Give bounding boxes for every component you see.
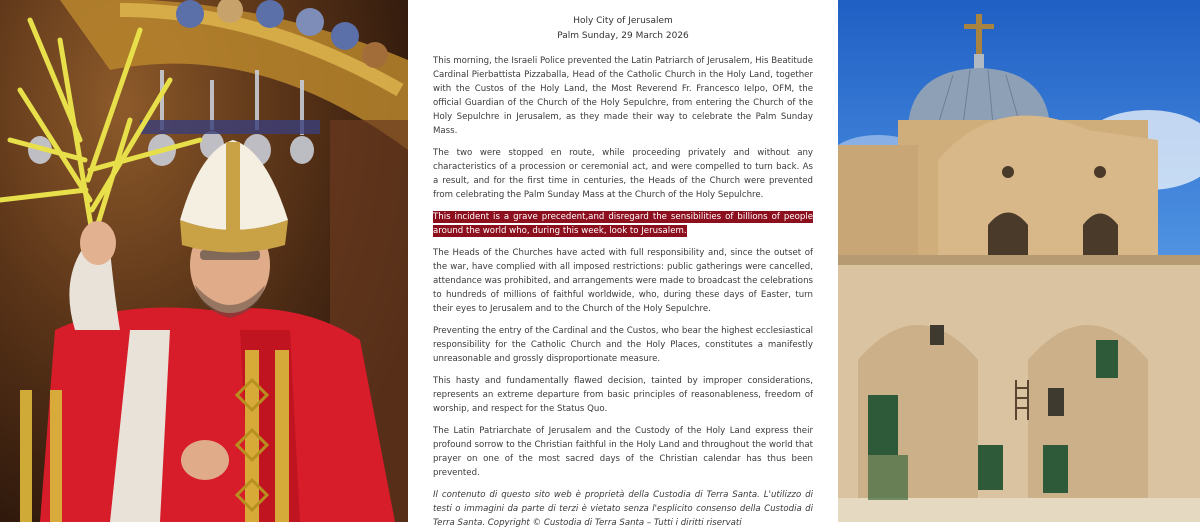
statement-date: Palm Sunday, 29 March 2026 bbox=[557, 31, 689, 41]
paragraph-5: Preventing the entry of the Cardinal and the Custos, who bear the highest ecclesiastical responsibility for the Catholic Church and the Holy Places, constitutes a manifestly unreasonable and grossly disproportionate measure. bbox=[433, 326, 813, 364]
statement-document bbox=[408, 0, 838, 528]
paragraph-1: This morning, the Israeli Police prevented the Latin Patriarch of Jerusalem, His Beatitude Cardinal Pierbattista Pizzaballa, Head of the Catholic Church in the Holy Land, together with the Custos of the Holy Land, the Most Reverend Fr. Francesco Ielpo, OFM, the official Guardian of the Church of the Holy Sepulchre, from entering the Church of the Holy Sepulchre in Jerusalem, as they made their way to celebrate the Palm Sunday Mass. bbox=[433, 56, 813, 136]
cardinal-illustration bbox=[0, 0, 408, 522]
paragraph-7: The Latin Patriarchate of Jerusalem and the Custody of the Holy Land express their profound sorrow to the Christian faithful in the Holy Land and throughout the world that prayer on one of the most sacred days of the Christian calendar has thus been prevented. bbox=[433, 426, 813, 478]
paragraph-2: The two were stopped en route, while proceeding privately and without any characteristics of a procession or ceremonial act, and were compelled to turn back. As a result, and for the first time in centuries, the Heads of the Church were prevented from celebrating the Palm Sunday Mass at the Church of the Holy Sepulchre. bbox=[433, 148, 813, 200]
paragraph-6: This hasty and fundamentally flawed decision, tainted by improper considerations, represents an extreme departure from basic principles of reasonableness, freedom of worship, and respect for the Status Quo. bbox=[433, 376, 813, 414]
highlighted-text: This incident is a grave precedent,and disregard the sensibilities of billions of people around the world who, during this week, look to Jerusalem. bbox=[433, 212, 813, 236]
church-illustration bbox=[838, 0, 1200, 522]
statement-header bbox=[433, 14, 813, 44]
church-photo bbox=[838, 0, 1200, 522]
paragraph-highlighted bbox=[433, 210, 813, 238]
statement-location: Holy City of Jerusalem bbox=[573, 16, 673, 26]
paragraph-4: The Heads of the Churches have acted with full responsibility and, since the outset of the war, have complied with all imposed restrictions: public gatherings were cancelled, attendance was prohibited, and arrangements were made to broadcast the celebrations to hundreds of millions of faithful worldwide, who, during these days of Easter, turn their eyes to Jerusalem and to the Church of the Holy Sepulchre. bbox=[433, 248, 813, 314]
cardinal-photo bbox=[0, 0, 408, 522]
copyright-notice: Il contenuto di questo sito web è proprietà della Custodia di Terra Santa. L'utilizzo di testi o immagini da parte di terzi è vietato senza l'esplicito consenso della Custodia di Terra Santa. Copyright © Custodia di Terra Santa – Tutti i diritti riservati bbox=[433, 490, 813, 528]
